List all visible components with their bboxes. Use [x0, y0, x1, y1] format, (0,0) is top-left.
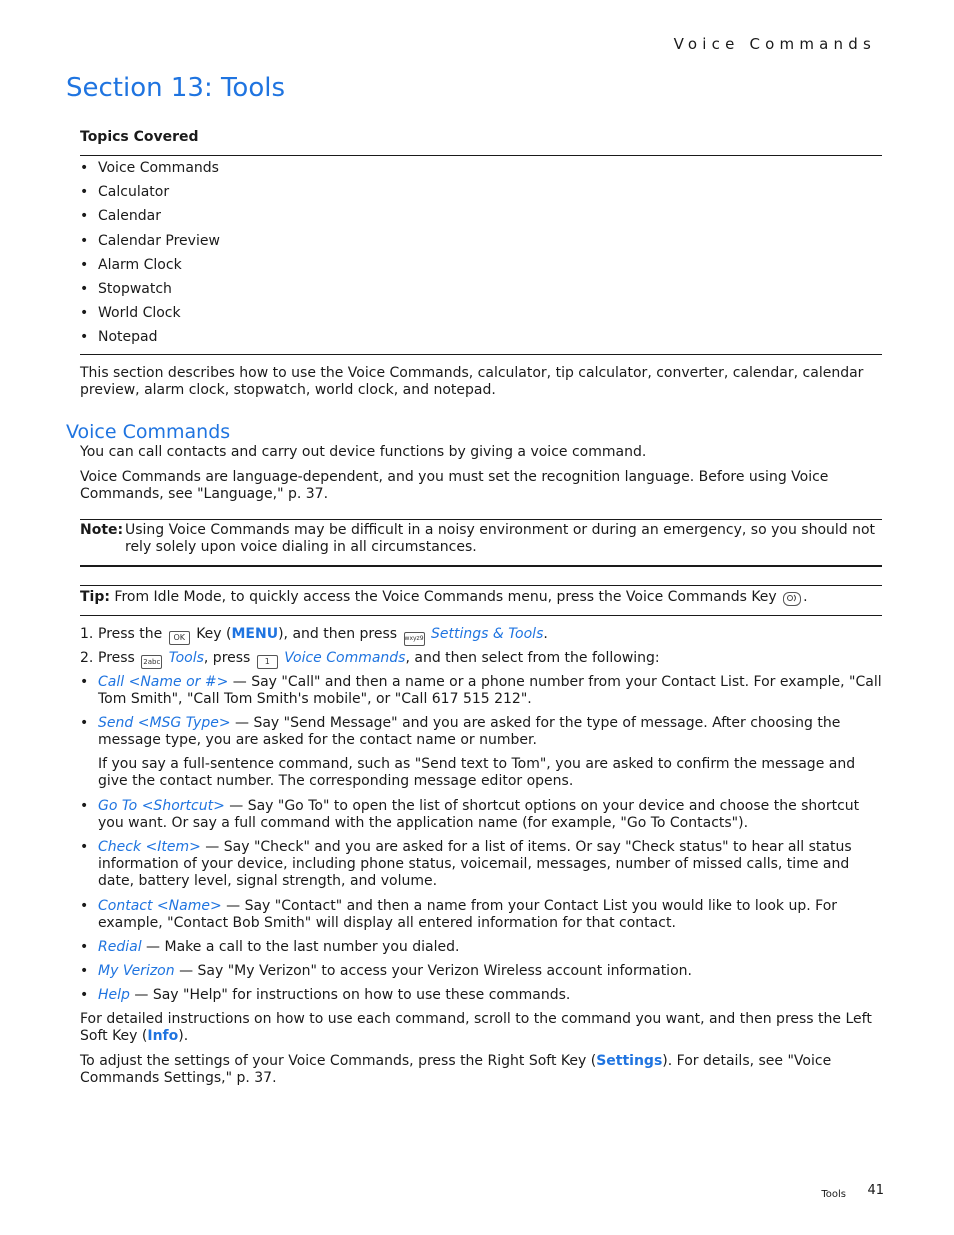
voice-paragraph-2: Voice Commands are language-dependent, and you must set the recognition language. Before using Voice Commands, see "Language," p. 37.	[80, 469, 829, 502]
topics-heading: Topics Covered	[80, 129, 199, 145]
tip-label: Tip:	[80, 589, 110, 605]
list-item: • Stopwatch	[80, 280, 172, 297]
section-title: Section 13: Tools	[66, 73, 286, 103]
abc2-key-icon: 2abc	[141, 655, 162, 669]
command-name[interactable]: Send <MSG Type>	[98, 715, 231, 731]
running-header: Voice Commands	[673, 35, 876, 53]
command-name[interactable]: My Verizon	[98, 963, 175, 979]
menu-softkey-label: MENU	[231, 626, 279, 642]
list-item: • Calendar Preview	[80, 232, 220, 249]
voice-paragraph-1: You can call contacts and carry out device functions by giving a voice command.	[80, 444, 647, 460]
note-bottom-rule	[80, 565, 882, 567]
voice-commands-key-icon	[783, 592, 801, 606]
topics-list	[80, 158, 220, 352]
wxyz9-key-icon: wxyz9	[404, 632, 425, 646]
one-key-icon: 1	[257, 655, 278, 669]
note-text: Using Voice Commands may be difficult in a noisy environment or during an emergency, so you should not rely solely upon voice dialing in all circumstances.	[125, 522, 876, 555]
page-number: 41	[867, 1183, 884, 1198]
list-item: • Notepad	[80, 329, 158, 346]
list-item: • Calendar	[80, 208, 161, 225]
voice-commands-heading: Voice Commands	[66, 421, 231, 443]
topics-top-rule	[80, 155, 882, 156]
note-label: Note:	[80, 522, 124, 538]
intro-paragraph: This section describes how to use the Voice Commands, calculator, tip calculator, converter, calendar, calendar preview, alarm clock, stopwatch, world clock, and notepad.	[80, 365, 864, 398]
settings-softkey-label: Settings	[596, 1053, 663, 1069]
info-softkey-label: Info	[147, 1028, 179, 1044]
footer-section-label: Tools	[821, 1189, 846, 1200]
command-name[interactable]: Go To <Shortcut>	[98, 798, 225, 814]
note-top-rule	[80, 519, 882, 520]
command-name[interactable]: Contact <Name>	[98, 898, 222, 914]
topics-bottom-rule	[80, 354, 882, 355]
tools-link[interactable]: Tools	[168, 650, 204, 666]
closing-paragraph-2: To adjust the settings of your Voice Commands, press the Right Soft Key (Settings). For details, see "Voice Commands Settings," p. 37.	[80, 1053, 832, 1086]
list-item: • Voice Commands	[80, 160, 219, 176]
settings-tools-link[interactable]: Settings & Tools	[430, 626, 544, 642]
tip-box: Tip: From Idle Mode, to quickly access the Voice Commands menu, press the Voice Commands Key .	[80, 589, 808, 605]
closing-paragraph-1: For detailed instructions on how to use each command, scroll to the command you want, and then press the Left Soft Key (Info).	[80, 1011, 872, 1044]
tip-top-rule	[80, 585, 882, 586]
command-name[interactable]: Redial	[98, 939, 142, 955]
tip-text: From Idle Mode, to quickly access the Voice Commands menu, press the Voice Commands Key	[114, 589, 777, 605]
command-name[interactable]: Help	[98, 987, 130, 1003]
voice-commands-link[interactable]: Voice Commands	[284, 650, 406, 666]
command-name[interactable]: Check <Item>	[98, 839, 201, 855]
list-item: • Alarm Clock	[80, 256, 182, 273]
tip-bottom-rule	[80, 615, 882, 616]
note-box	[80, 522, 885, 558]
command-name[interactable]: Call <Name or #>	[98, 674, 229, 690]
list-item: • World Clock	[80, 305, 181, 322]
list-item: • Calculator	[80, 184, 170, 201]
ok-key-icon: OK	[169, 631, 190, 645]
